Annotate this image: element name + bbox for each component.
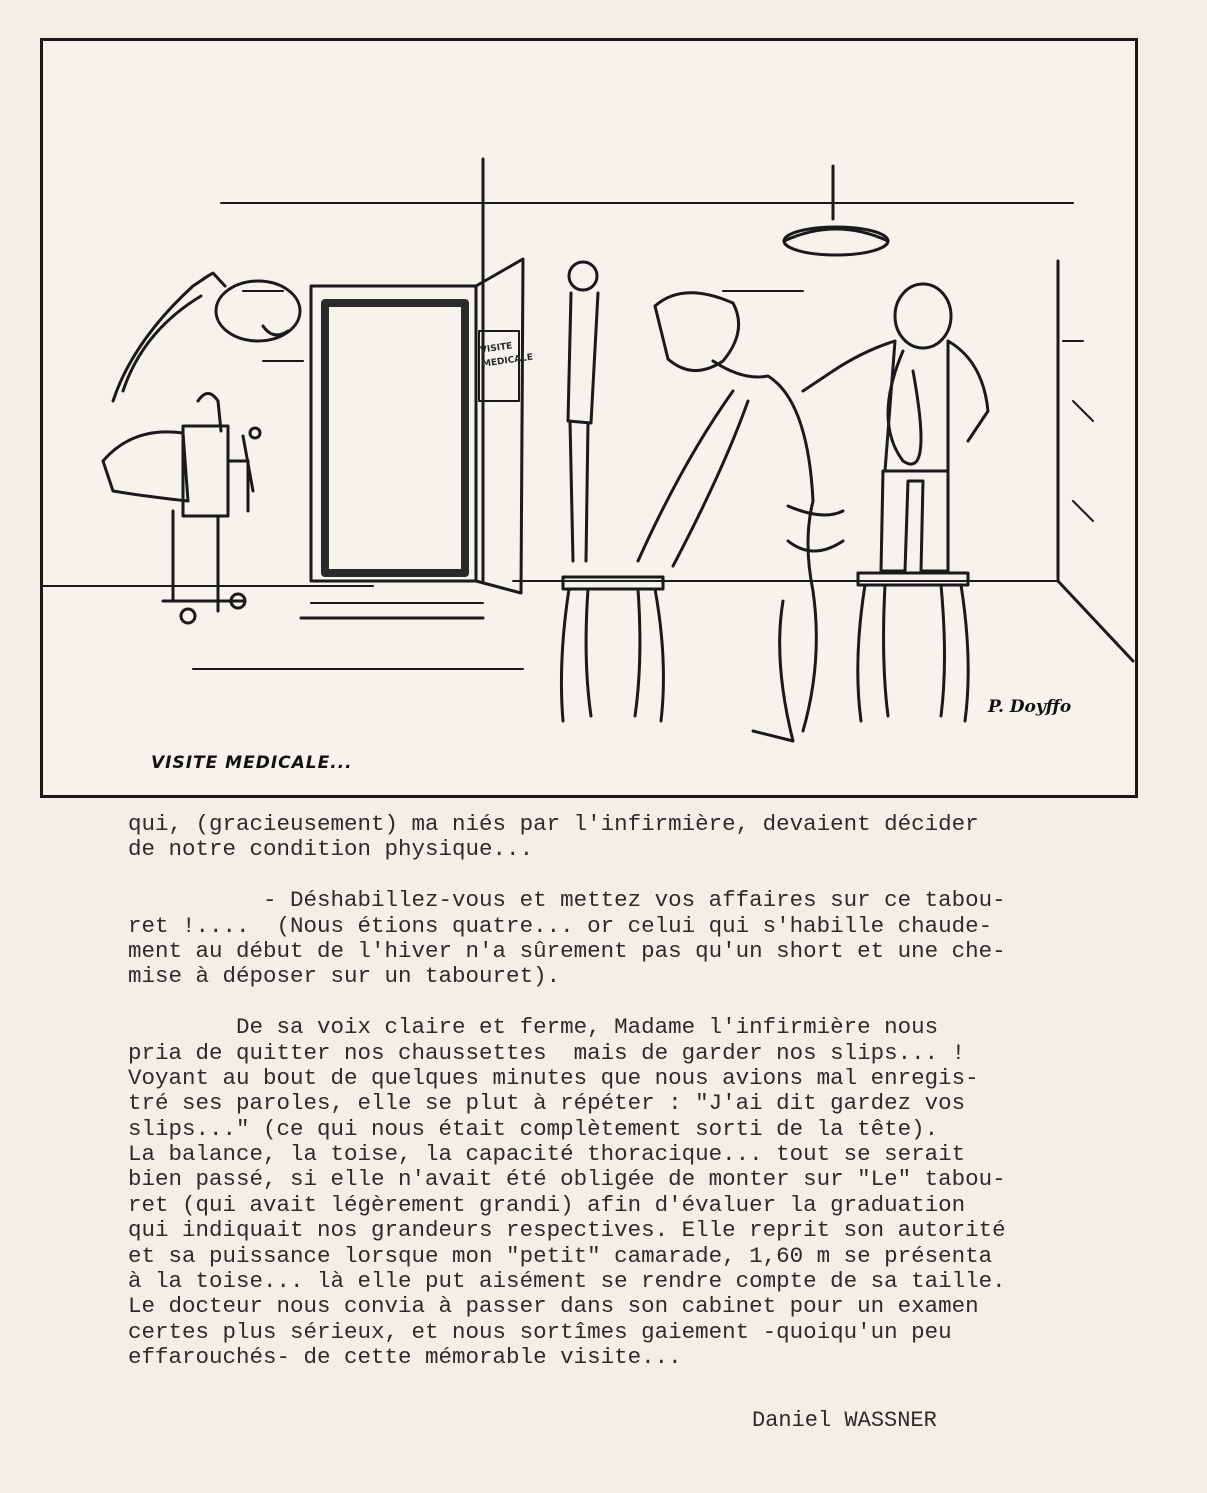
background-figure bbox=[568, 262, 598, 561]
text-line: La balance, la toise, la capacité thoracique... tout se serait bbox=[128, 1141, 966, 1168]
text-line: qui, (gracieusement) ma niés par l'infirmière, devaient décider bbox=[128, 811, 979, 837]
text-line bbox=[128, 990, 1128, 1015]
text-line: bien passé, si elle n'avait été obligée de monter sur "Le" tabou- bbox=[128, 1166, 1006, 1193]
artist-signature: P. Doyffo bbox=[988, 697, 1072, 717]
text-line: Le docteur nous convia à passer dans son cabinet pour un examen bbox=[128, 1293, 979, 1320]
cartoon-drawing bbox=[43, 41, 1135, 795]
doctor-figure bbox=[803, 284, 988, 571]
exam-lamp bbox=[113, 273, 300, 401]
cartoon-illustration bbox=[40, 38, 1138, 798]
door-sign bbox=[479, 338, 534, 371]
text-line: qui indiquait nos grandeurs respectives. Elle reprit son autorité bbox=[128, 1217, 1006, 1244]
text-line: pria de quitter nos chaussettes mais de garder nos slips... ! bbox=[128, 1039, 966, 1066]
text-line: effarouchés- de cette mémorable visite... bbox=[128, 1344, 682, 1371]
text-line: - Déshabillez-vous et mettez vos affaires sur ce tabou- bbox=[128, 887, 1006, 914]
door-sign-line1: VISITE bbox=[479, 341, 514, 356]
patient-figure bbox=[638, 293, 843, 741]
text-line: slips..." (ce qui nous était complètement sorti de la tête). bbox=[128, 1115, 939, 1142]
text-line: et sa puissance lorsque mon "petit" camarade, 1,60 m se présenta bbox=[128, 1242, 993, 1269]
text-line: tré ses paroles, elle se plut à répéter : "J'ai dit gardez vos bbox=[128, 1090, 966, 1117]
text-line: à la toise... là elle put aisément se rendre compte de sa taille. bbox=[128, 1268, 1006, 1295]
text-line bbox=[128, 863, 1128, 888]
cartoon-caption: VISITE MEDICALE... bbox=[151, 753, 353, 773]
door-sign-line2: MEDICALE bbox=[481, 352, 534, 370]
text-line: ment au début de l'hiver n'a sûrement pas qu'un short et une che- bbox=[128, 937, 1006, 964]
door bbox=[301, 259, 534, 618]
author-signature: Daniel WASSNER bbox=[752, 1408, 937, 1433]
ceiling-lamp bbox=[784, 166, 888, 255]
text-line: Voyant au bout de quelques minutes que nous avions mal enregis- bbox=[128, 1064, 979, 1091]
medical-chair bbox=[103, 394, 260, 624]
stools bbox=[561, 573, 968, 721]
text-line: ret (qui avait légèrement grandi) afin d'évaluer la graduation bbox=[128, 1191, 966, 1218]
article-text bbox=[128, 812, 1128, 1371]
text-line: certes plus sérieux, et nous sortîmes gaiement -quoiqu'un peu bbox=[128, 1318, 952, 1345]
text-line: De sa voix claire et ferme, Madame l'infirmière nous bbox=[128, 1014, 939, 1041]
text-line: de notre condition physique... bbox=[128, 836, 534, 863]
text-line: ret !.... (Nous étions quatre... or celui qui s'habille chaude- bbox=[128, 912, 993, 939]
text-line: mise à déposer sur un tabouret). bbox=[128, 963, 561, 990]
